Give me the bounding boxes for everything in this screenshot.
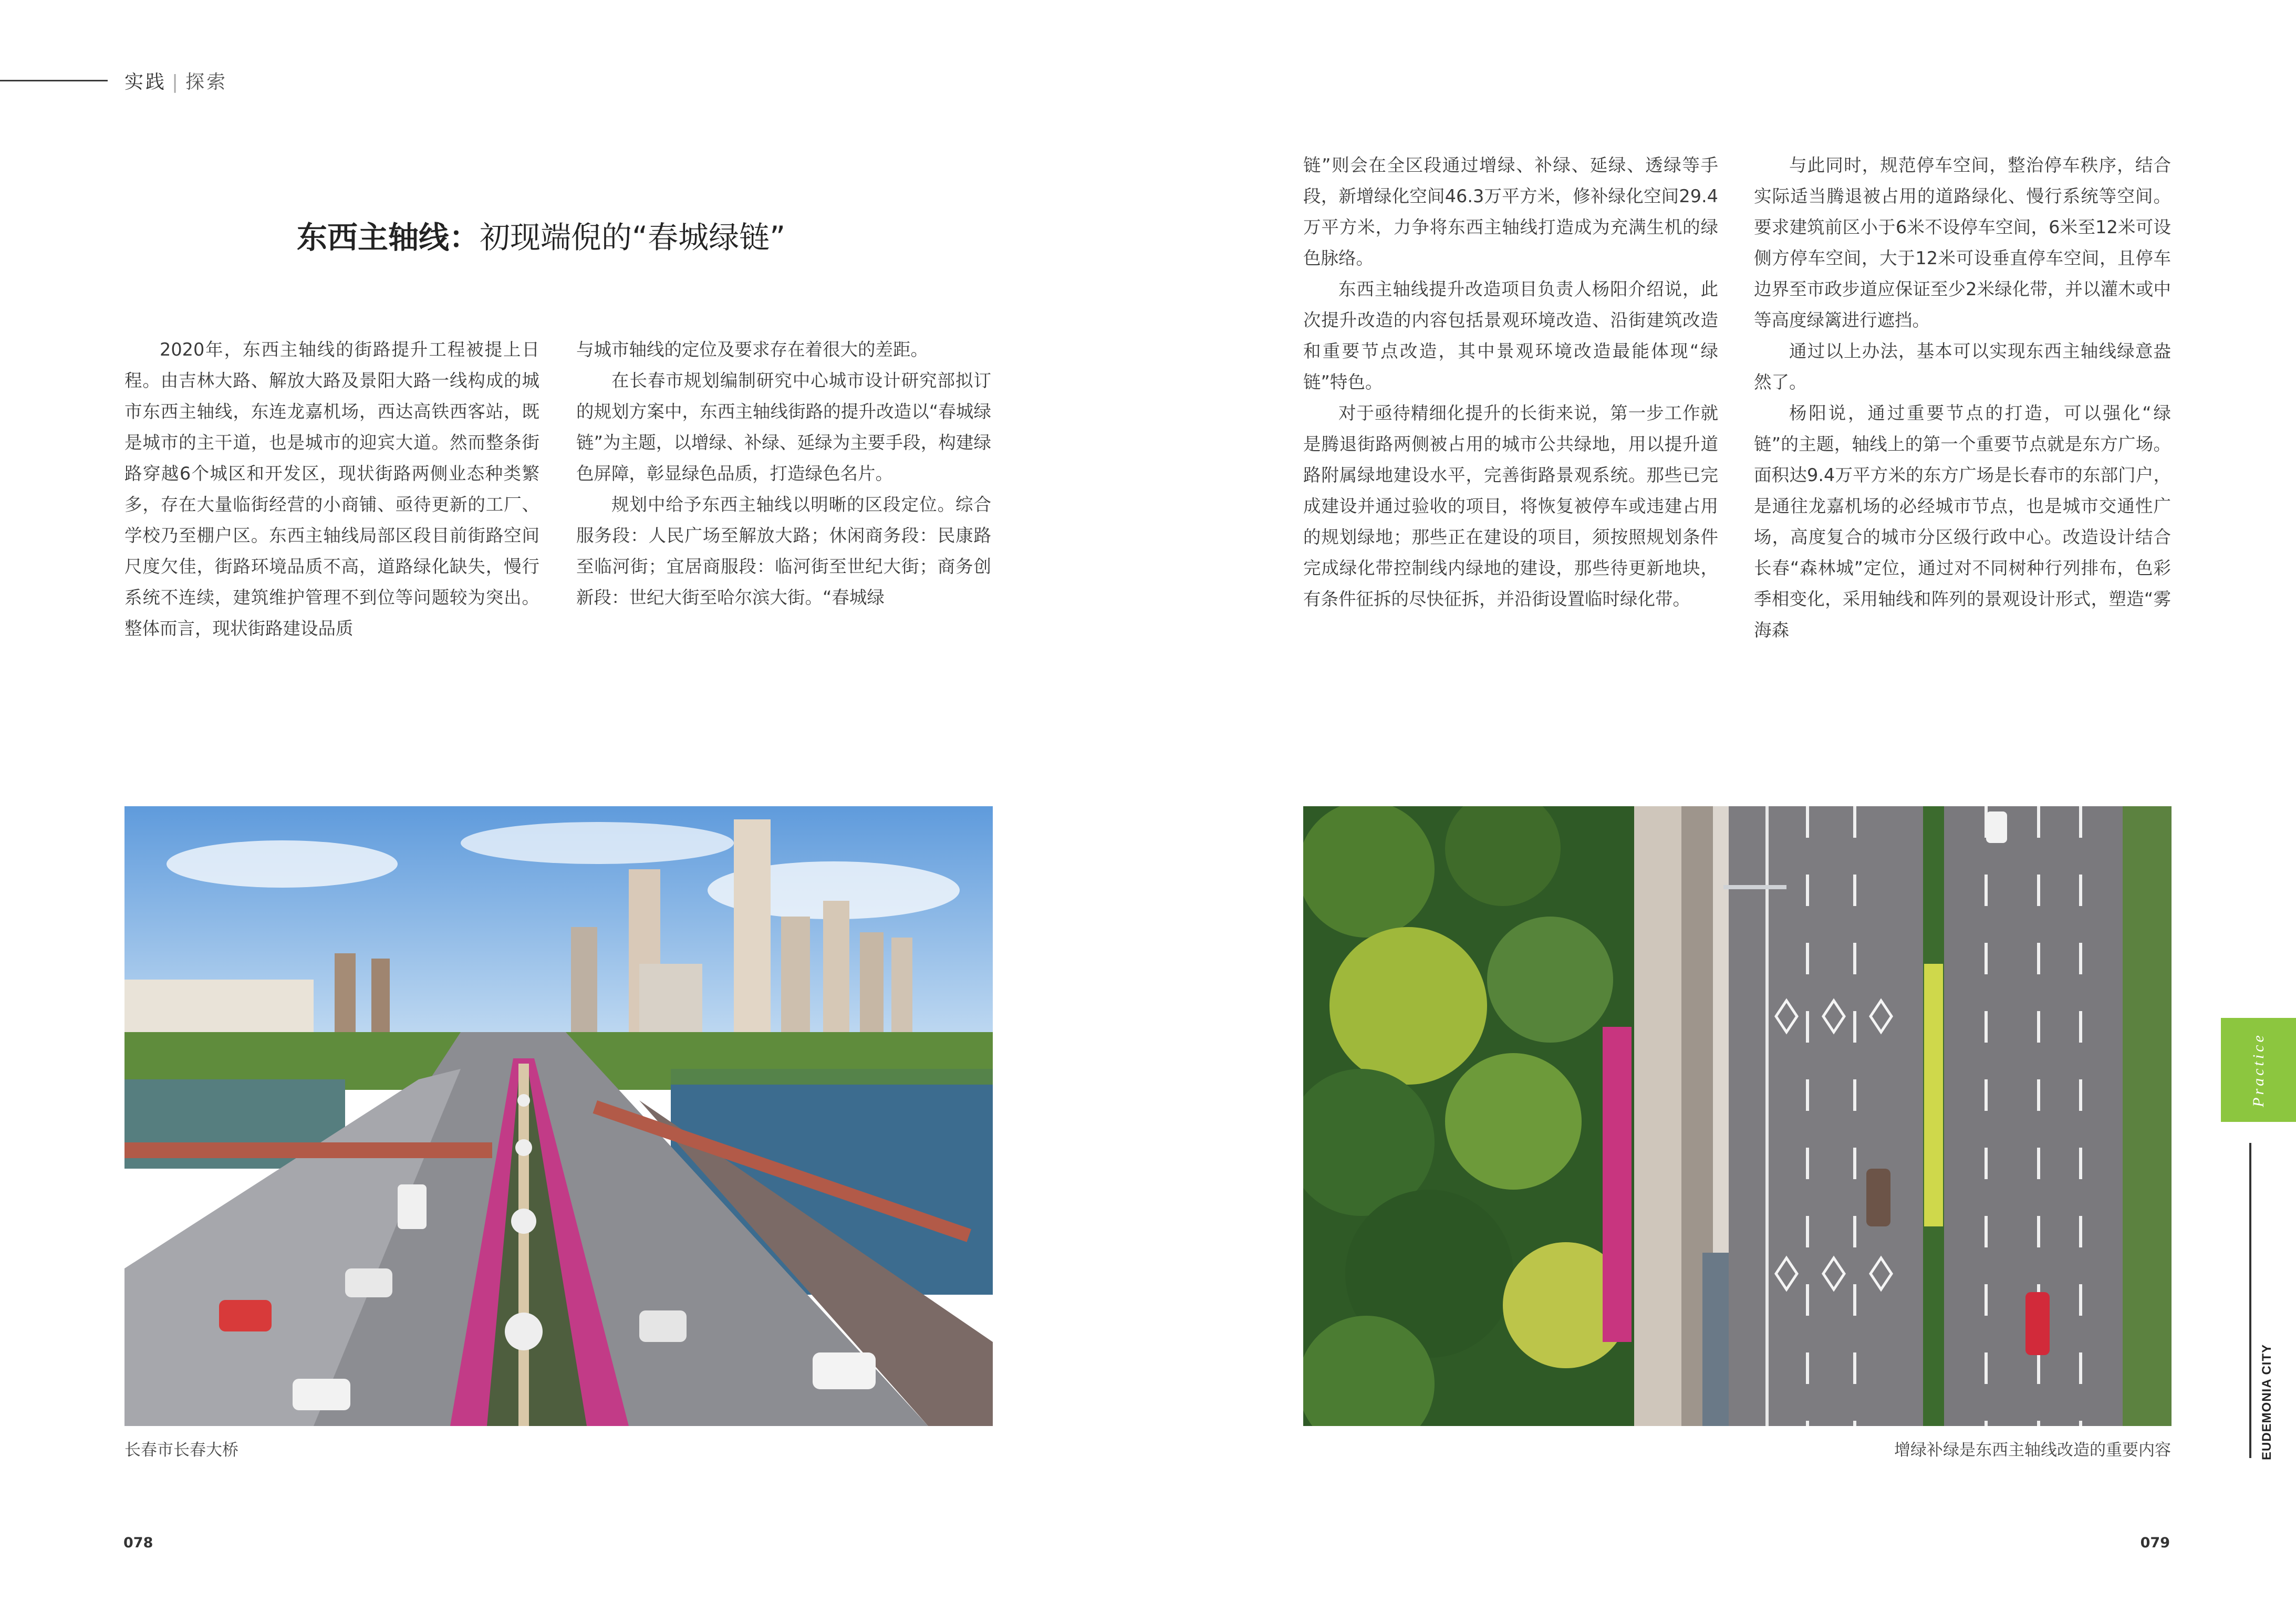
paragraph: 链”则会在全区段通过增绿、补绿、延绿、透绿等手段，新增绿化空间46.3万平方米，修补绿化空间29.4万平方米，力争将东西主轴线打造成为充满生机的绿色脉络。 [1303,155,1718,268]
paragraph: 在长春市规划编制研究中心城市设计研究部拟订的规划方案中，东西主轴线街路的提升改造以“春城绿链”为主题，以增绿、补绿、延绿为主要手段，构建绿色屏障，彰显绿色品质，打造绿色名片。 [576,370,991,484]
magazine-brand: EUDEMONIA CITY [2260,1344,2274,1460]
left-photo-caption: 长春市长春大桥 [124,1441,238,1460]
header-rule [0,80,108,81]
text-column-4 [1754,150,2171,646]
paragraph: 杨阳说，通过重要节点的打造，可以强化“绿链”的主题，轴线上的第一个重要节点就是东方广场。面积达9.4万平方米的东方广场是长春市的东部门户，是通往龙嘉机场的必经城市节点，也是城市交通性广场，高度复合的城市分区级行政中心。改造设计结合长春“森林城”定位，通过对不同树种行列排布，色彩季相变化，采用轴线和阵列的景观设计形式，塑造“雾海森 [1754,403,2171,640]
section-header [124,67,227,94]
page-number-right: 079 [2140,1535,2170,1551]
paragraph: 与此同时，规范停车空间，整治停车秩序，结合实际适当腾退被占用的道路绿化、慢行系统等空间。要求建筑前区小于6米不设停车空间，6米至12米可设侧方停车空间，大于12米可设垂直停车空间，且停车边界至市政步道应保证至少2米绿化带，并以灌木或中等高度绿篱进行遮挡。 [1754,155,2171,330]
section-tab-label: Practice [2249,1033,2267,1107]
section-label: 实践 [124,71,167,93]
paragraph: 东西主轴线提升改造项目负责人杨阳介绍说，此次提升改造的内容包括景观环境改造、沿街建筑改造和重要节点改造，其中景观环境改造最能体现“绿链”特色。 [1303,279,1718,392]
right-photo-caption: 增绿补绿是东西主轴线改造的重要内容 [1894,1441,2171,1460]
text-column-3 [1303,150,1718,615]
aerial-road-photo [1303,806,2172,1426]
paragraph: 通过以上办法，基本可以实现东西主轴线绿意盎然了。 [1754,341,2171,392]
section-tab [2221,1018,2296,1122]
text-column-2 [576,334,991,613]
title-bold: 东西主轴线： [297,220,480,255]
side-rule [2249,1143,2251,1458]
paragraph: 2020年，东西主轴线的街路提升工程被提上日程。由吉林大路、解放大路及景阳大路一线构成的城市东西主轴线，东连龙嘉机场，西达高铁西客站，既是城市的主干道，也是城市的迎宾大道。然而整条街路穿越6个城区和开发区，现状街路两侧业态种类繁多，存在大量临街经营的小商铺、亟待更新的工厂、学校乃至棚户区。东西主轴线局部区段目前街路空间尺度欠佳，街路环境品质不高，道路绿化缺失，慢行系统不连续，建筑维护管理不到位等问题较为突出。整体而言，现状街路建设品质 [124,339,539,639]
article-title [297,213,785,257]
section-separator: | [172,71,181,93]
text-column-1 [124,334,539,644]
bridge-photo [124,806,993,1426]
aerial-illustration [1303,806,2172,1426]
title-rest: 初现端倪的“春城绿链” [480,220,786,255]
paragraph: 对于亟待精细化提升的长街来说，第一步工作就是腾退街路两侧被占用的城市公共绿地，用以提升道路附属绿地建设水平，完善街路景观系统。那些已完成建设并通过验收的项目，将恢复被停车或违建占用的规划绿地；那些正在建设的项目，须按照规划条件完成绿化带控制线内绿地的建设，那些待更新地块，有条件征拆的尽快征拆，并沿街设置临时绿化带。 [1303,403,1718,609]
paragraph: 与城市轴线的定位及要求存在着很大的差距。 [576,339,928,360]
page-number-left: 078 [123,1535,153,1551]
subsection-label: 探索 [185,71,228,93]
paragraph: 规划中给予东西主轴线以明晰的区段定位。综合服务段：人民广场至解放大路；休闲商务段：民康路至临河街；宜居商服段：临河街至世纪大街；商务创新段：世纪大街至哈尔滨大街。“春城绿 [576,494,991,608]
bridge-illustration [124,806,993,1426]
